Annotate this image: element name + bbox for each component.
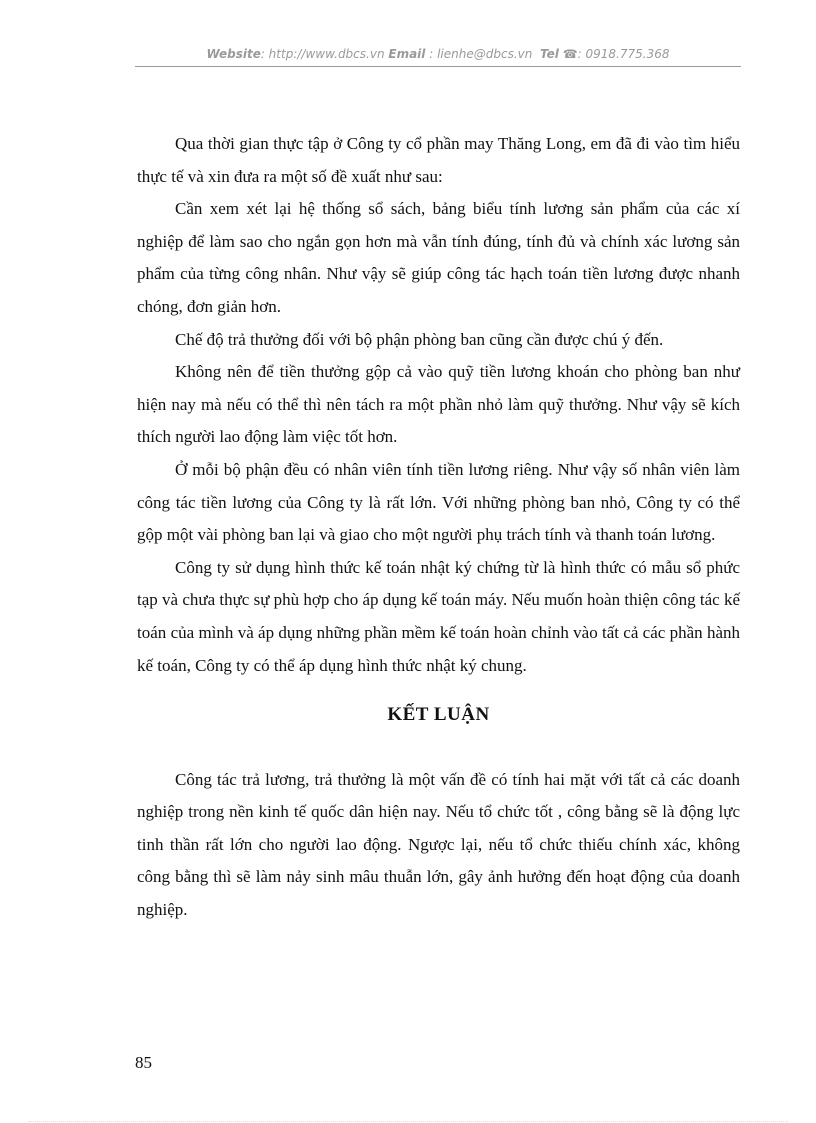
- paragraph-3: Chế độ trả thưởng đối với bộ phận phòng ban cũng cần được chú ý đến.: [175, 329, 664, 349]
- footer-divider: [28, 1121, 788, 1122]
- header-divider: [135, 66, 741, 67]
- page-number: 85: [135, 1053, 152, 1072]
- tel-value: : 0918.775.368: [577, 47, 670, 61]
- email-value: : lienhe@dbcs.vn: [429, 47, 533, 61]
- document-body: [137, 128, 740, 927]
- email-label: Email: [388, 47, 426, 61]
- page-header: [135, 47, 741, 61]
- paragraph-2: Cần xem xét lại hệ thống sổ sách, bảng biểu tính lương sản phẩm của các xí nghiệp để làm sao cho ngắn gọn hơn mà vẫn tính đúng, tính đủ và chính xác lương sản phẩm của từng công nhân. Như vậy sẽ giúp công tác hạch toán tiền lương được nhanh chóng, đơn giản hơn.: [137, 199, 740, 316]
- website-value: : http://www.dbcs.vn: [260, 47, 385, 61]
- conclusion-heading: KẾT LUẬN: [387, 704, 490, 726]
- conclusion-paragraph: Công tác trả lương, trả thưởng là một vấn đề có tính hai mặt với tất cả các doanh nghiệp trong nền kinh tế quốc dân hiện nay. Nếu tổ chức tốt , công bằng sẽ là động lực tinh thần rất lớn cho người lao động. Ngược lại, nếu tổ chức thiếu chính xác, không công bằng thì sẽ làm nảy sinh mâu thuẫn lớn, gây ảnh hưởng đến hoạt động của doanh nghiệp.: [137, 769, 740, 920]
- paragraph-5: Ở mỗi bộ phận đều có nhân viên tính tiền lương riêng. Như vậy số nhân viên làm công tác tiền lương của Công ty là rất lớn. Với những phòng ban nhỏ, Công ty có thể gộp một vài phòng ban lại và giao cho một người phụ trách tính và thanh toán lương.: [137, 459, 740, 545]
- website-label: Website: [206, 47, 261, 61]
- paragraph-6: Công ty sử dụng hình thức kế toán nhật ký chứng từ là hình thức có mẫu sổ phức tạp và chưa thực sự phù hợp cho áp dụng kế toán máy. Nếu muốn hoàn thiện công tác kế toán của mình và áp dụng những phần mềm kế toán hoàn chỉnh vào tất cả các phần hành kế toán, Công ty có thể áp dụng hình thức nhật ký chung.: [137, 557, 740, 675]
- paragraph-4: Không nên để tiền thưởng gộp cả vào quỹ tiền lương khoán cho phòng ban như hiện nay mà nếu có thể thì nên tách ra một phần nhỏ làm quỹ thưởng. Như vậy sẽ kích thích người lao động làm việc tốt hơn.: [137, 362, 740, 447]
- phone-icon: ☎: [562, 47, 578, 61]
- paragraph-1: Qua thời gian thực tập ở Công ty cổ phần may Thăng Long, em đã đi vào tìm hiểu thực tế và xin đưa ra một số đề xuất như sau:: [137, 134, 740, 186]
- tel-label: Tel: [539, 47, 559, 61]
